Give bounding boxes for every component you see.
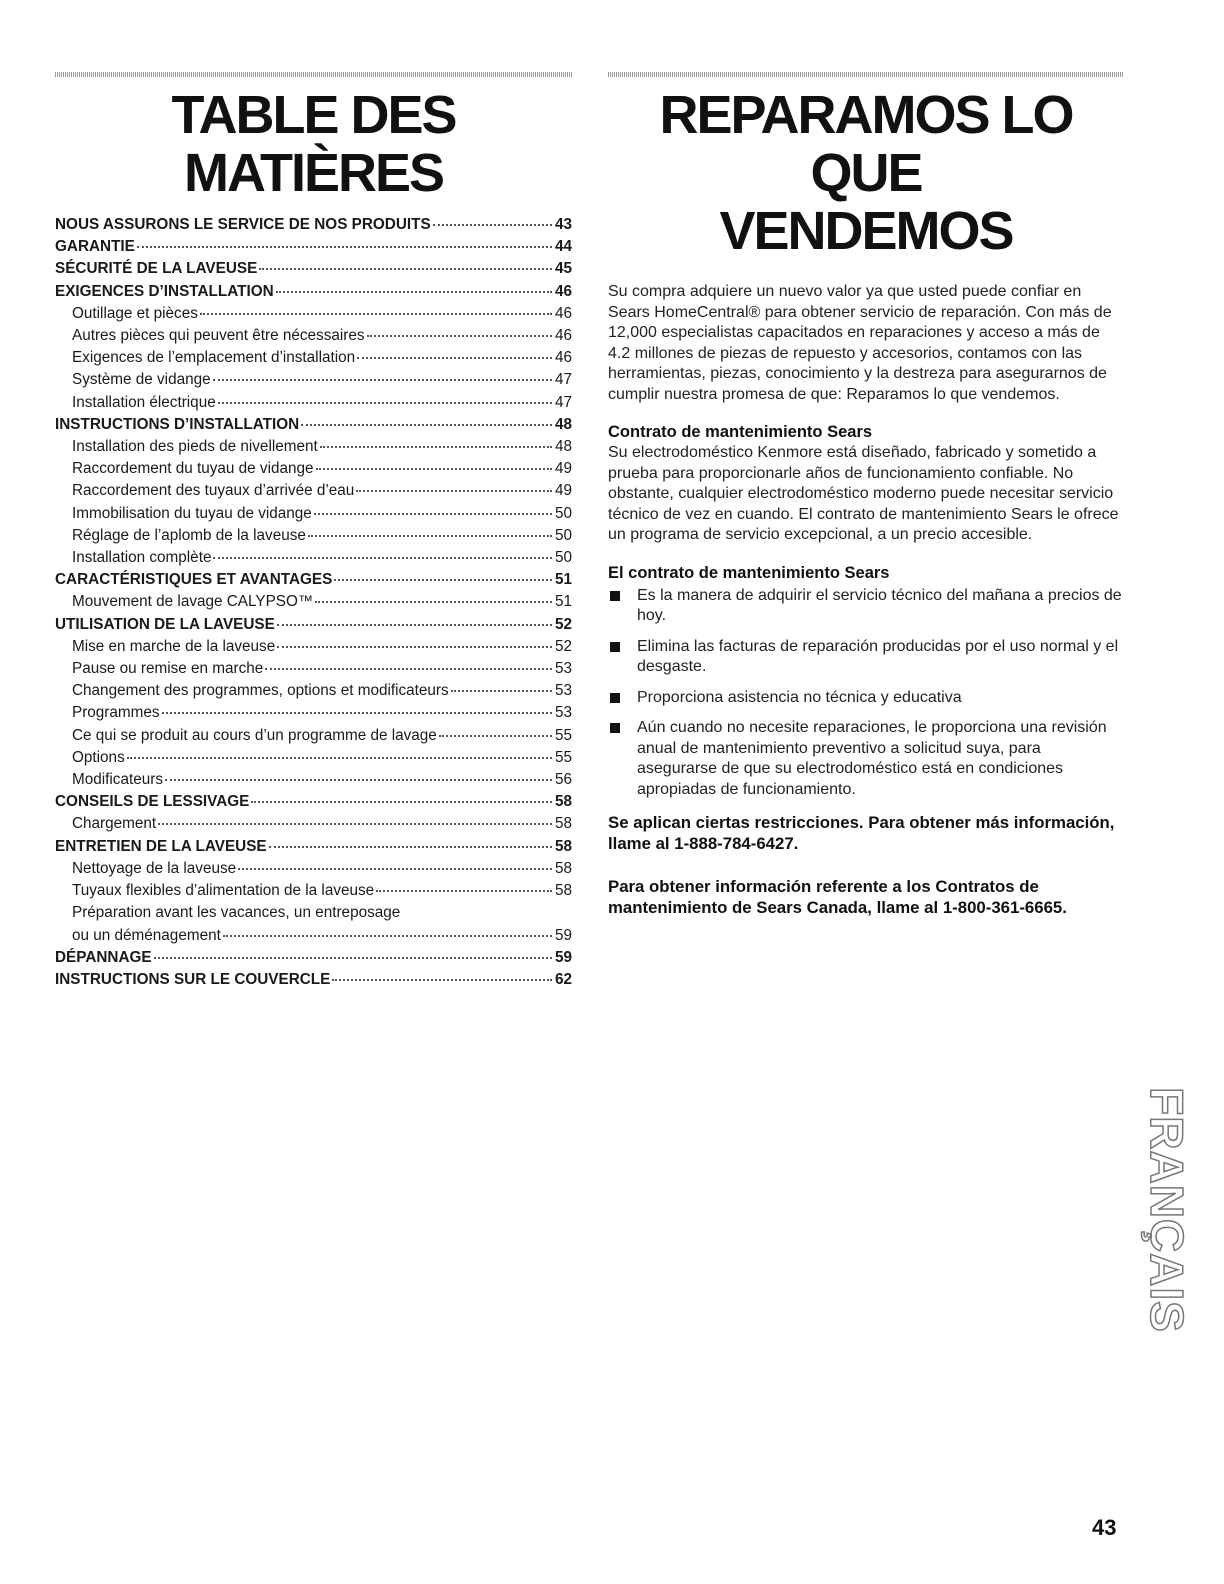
toc-dot-leader [265,668,552,670]
toc-entry-label: Installation électrique [72,393,216,411]
bullet-square-icon [610,693,620,703]
toc-entry-page: 44 [554,238,572,256]
toc-entry-label: Préparation avant les vacances, un entreposage [72,904,401,922]
benefit-text: Proporciona asistencia no técnica y educativa [637,688,962,706]
list-item [608,718,1124,800]
toc-entry-label: INSTRUCTIONS SUR LE COUVERCLE [55,970,331,988]
toc-entry [55,503,572,525]
toc-entry [55,458,572,480]
toc-dot-leader [200,313,552,315]
toc-entry-label: Autres pièces qui peuvent être nécessaires [72,327,365,345]
toc-entry [55,880,572,902]
toc-entry-page: 56 [554,771,572,789]
toc-entry-label: Installation des pieds de nivellement [72,438,318,456]
bullet-square-icon [610,591,620,601]
toc-entry-page: 46 [554,282,572,300]
toc-entry-label: Outillage et pièces [72,304,198,322]
toc-entry-page: 58 [554,793,572,811]
toc-dot-leader [127,757,552,759]
table-of-contents [55,86,572,991]
toc-entry [55,569,572,591]
toc-entry [55,769,572,791]
toc-entry-label: DÉPANNAGE [55,948,152,966]
contract-heading: Contrato de mantenimiento Sears [608,423,873,441]
toc-entry-label: Mise en marche de la laveuse [72,637,276,655]
toc-entry-label: Mouvement de lavage CALYPSO™ [72,593,314,611]
toc-list [55,214,572,991]
toc-dot-leader [320,446,552,448]
header-rule-right [608,72,1124,77]
toc-entry-label: Exigences de l’emplacement d’installation [72,349,356,367]
toc-dot-leader [154,957,552,959]
toc-entry [55,969,572,991]
toc-entry-page: 46 [554,304,572,322]
benefit-text: Es la manera de adquirir el servicio técnico del mañana a precios de hoy. [637,586,1122,624]
toc-entry-page: 62 [554,970,572,988]
language-side-tab [1142,1065,1192,1355]
toc-entry [55,925,572,947]
toc-dot-leader [213,379,552,381]
toc-entry-page: 45 [554,260,572,278]
toc-entry-page: 48 [554,415,572,433]
toc-dot-leader [277,646,552,648]
toc-entry-page: 58 [554,815,572,833]
toc-entry [55,680,572,702]
toc-entry [55,480,572,502]
toc-entry [55,614,572,636]
toc-dot-leader [332,979,552,981]
toc-entry-label: Chargement [72,815,157,833]
canada-note: Para obtener información referente a los Contratos de mantenimiento de Sears Canada, llame al 1-800-361-6665. [608,877,1067,917]
toc-entry [55,702,572,724]
toc-entry-page: 59 [554,948,572,966]
toc-dot-leader [251,801,552,803]
toc-dot-leader [334,579,552,581]
toc-entry [55,813,572,835]
bullet-square-icon [610,723,620,733]
toc-entry [55,392,572,414]
toc-dot-leader [316,468,552,470]
toc-entry-label: Tuyaux flexibles d’alimentation de la laveuse [72,882,375,900]
toc-entry-page: 46 [554,349,572,367]
toc-dot-leader [314,513,552,515]
toc-entry-label: GARANTIE [55,238,135,256]
restrictions-block [608,812,1124,854]
toc-entry [55,258,572,280]
toc-entry-label: SÉCURITÉ DE LA LAVEUSE [55,260,258,278]
list-item [608,688,1124,709]
toc-entry [55,214,572,236]
toc-dot-leader [223,935,552,937]
toc-dot-leader [356,490,552,492]
toc-entry-label: ENTRETIEN DE LA LAVEUSE [55,837,267,855]
toc-entry [55,414,572,436]
toc-entry [55,525,572,547]
benefits-heading: El contrato de mantenimiento Sears [608,563,890,582]
toc-entry-label: Réglage de l’aplomb de la laveuse [72,526,306,544]
toc-entry-page: 50 [554,504,572,522]
service-title-line2: VENDEMOS [719,201,1013,261]
toc-dot-leader [165,779,552,781]
toc-entry-label: Système de vidange [72,371,211,389]
toc-entry [55,791,572,813]
toc-entry-page: 46 [554,327,572,345]
toc-entry [55,347,572,369]
intro-block [608,282,1124,405]
toc-entry-page: 52 [554,615,572,633]
toc-dot-leader [238,868,552,870]
header-rule-left [55,72,572,77]
toc-entry-page: 53 [554,704,572,722]
toc-entry-page: 50 [554,526,572,544]
toc-entry-page: 58 [554,859,572,877]
contract-paragraph: Su electrodoméstico Kenmore está diseñado, fabricado y sometido a prueba para proporcionarle años de funcionamiento confiable. No obstante, cualquier electrodoméstico moderno puede necesitar servicio técnico de vez en cuando. El contrato de mantenimiento Sears le ofrece un programa de servicio excepcional, a un precio accesible. [608,444,1119,543]
language-tab-label: FRANÇAIS [1141,1087,1194,1333]
toc-entry-label: Options [72,748,125,766]
toc-entry [55,436,572,458]
toc-entry-page: 43 [554,216,572,233]
toc-dot-leader [137,246,552,248]
toc-dot-leader [357,357,552,359]
toc-entry-label: NOUS ASSURONS LE SERVICE DE NOS PRODUITS [55,216,431,233]
toc-dot-leader [269,846,552,848]
toc-dot-leader [451,690,552,692]
toc-entry [55,902,572,924]
toc-entry-label: Raccordement des tuyaux d’arrivée d’eau [72,482,355,500]
toc-entry-page: 47 [554,393,572,411]
toc-entry [55,325,572,347]
benefit-text: Aún cuando no necesite reparaciones, le proporciona una revisión anual de mantenimiento preventivo a solicitud suya, para asegurarse de que su electrodoméstico está en condiciones apropiadas de funcionamiento. [637,719,1107,798]
benefits-list [608,586,1124,801]
toc-entry-page: 51 [554,571,572,589]
toc-entry-label: Programmes [72,704,160,722]
toc-dot-leader [315,601,552,603]
toc-entry-page: 48 [554,438,572,456]
intro-paragraph: Su compra adquiere un nuevo valor ya que usted puede confiar en Sears HomeCentral® para obtener servicio de reparación. Con más de 12,000 especialistas capacitados en reparaciones y acceso a más de 4.2 millones de piezas de repuesto y accesorios, contamos con las herramientas, piezas, conocimiento y la destreza para asegurarnos de cumplir nuestra promesa de que: Reparamos lo que vendemos. [608,283,1112,403]
contract-block [608,422,1124,546]
toc-dot-leader [259,268,552,270]
toc-entry-label: Raccordement du tuyau de vidange [72,460,314,478]
bullet-square-icon [610,642,620,652]
toc-entry [55,303,572,325]
benefit-text: Elimina las facturas de reparación producidas por el uso normal y el desgaste. [637,637,1119,675]
toc-entry-page: 51 [554,593,572,611]
toc-entry-page: 58 [554,837,572,855]
toc-dot-leader [158,823,552,825]
toc-entry-label: Installation complète [72,549,212,567]
toc-entry-page: 55 [554,748,572,766]
list-item [608,586,1124,627]
toc-entry [55,636,572,658]
toc-entry [55,236,572,258]
toc-entry-label: Modificateurs [72,771,163,789]
benefits-block [608,563,1124,801]
toc-entry [55,725,572,747]
page-number: 43 [1092,1515,1117,1540]
toc-entry-page: 55 [554,726,572,744]
list-item [608,637,1124,678]
toc-entry-page: 49 [554,460,572,478]
toc-dot-leader [277,624,552,626]
toc-dot-leader [218,402,552,404]
toc-entry-page: 50 [554,549,572,567]
canada-block [608,876,1124,918]
toc-dot-leader [301,424,552,426]
toc-dot-leader [162,712,552,714]
toc-entry-label: Ce qui se produit au cours d’un programme de lavage [72,726,437,744]
toc-entry-page: 58 [554,882,572,900]
toc-entry-page: 59 [554,926,572,944]
toc-entry [55,369,572,391]
service-section [608,86,1124,935]
toc-entry-label: Immobilisation du tuyau de vidange [72,504,312,522]
toc-entry-label: Nettoyage de la laveuse [72,859,237,877]
toc-entry [55,747,572,769]
toc-entry [55,591,572,613]
toc-entry-page: 53 [554,660,572,678]
toc-entry-label: INSTRUCTIONS D’INSTALLATION [55,415,300,433]
toc-title: TABLE DES MATIÈRES [171,85,456,203]
toc-entry [55,836,572,858]
toc-dot-leader [213,557,552,559]
toc-dot-leader [367,335,552,337]
toc-dot-leader [376,890,552,892]
toc-entry-label: CARACTÉRISTIQUES ET AVANTAGES [55,571,333,589]
toc-entry [55,281,572,303]
toc-entry-label: EXIGENCES D’INSTALLATION [55,282,274,300]
service-title [608,86,1124,260]
toc-entry-label: Changement des programmes, options et modificateurs [72,682,449,700]
toc-entry [55,658,572,680]
toc-entry-page: 49 [554,482,572,500]
toc-entry-label: ou un déménagement [72,926,221,944]
toc-entry-page: 52 [554,637,572,655]
toc-dot-leader [308,535,552,537]
toc-entry-page: 53 [554,682,572,700]
toc-dot-leader [276,291,552,293]
toc-entry-label: CONSEILS DE LESSIVAGE [55,793,250,811]
toc-entry [55,858,572,880]
toc-entry [55,547,572,569]
toc-dot-leader [433,224,552,226]
toc-entry [55,947,572,969]
service-title-line1: REPARAMOS LO QUE [659,85,1073,203]
toc-dot-leader [439,735,552,737]
restrictions-note: Se aplican ciertas restricciones. Para obtener más información, llame al 1-888-784-6427. [608,813,1115,853]
toc-entry-label: UTILISATION DE LA LAVEUSE [55,615,275,633]
toc-entry-page: 47 [554,371,572,389]
toc-entry-label: Pause ou remise en marche [72,660,264,678]
